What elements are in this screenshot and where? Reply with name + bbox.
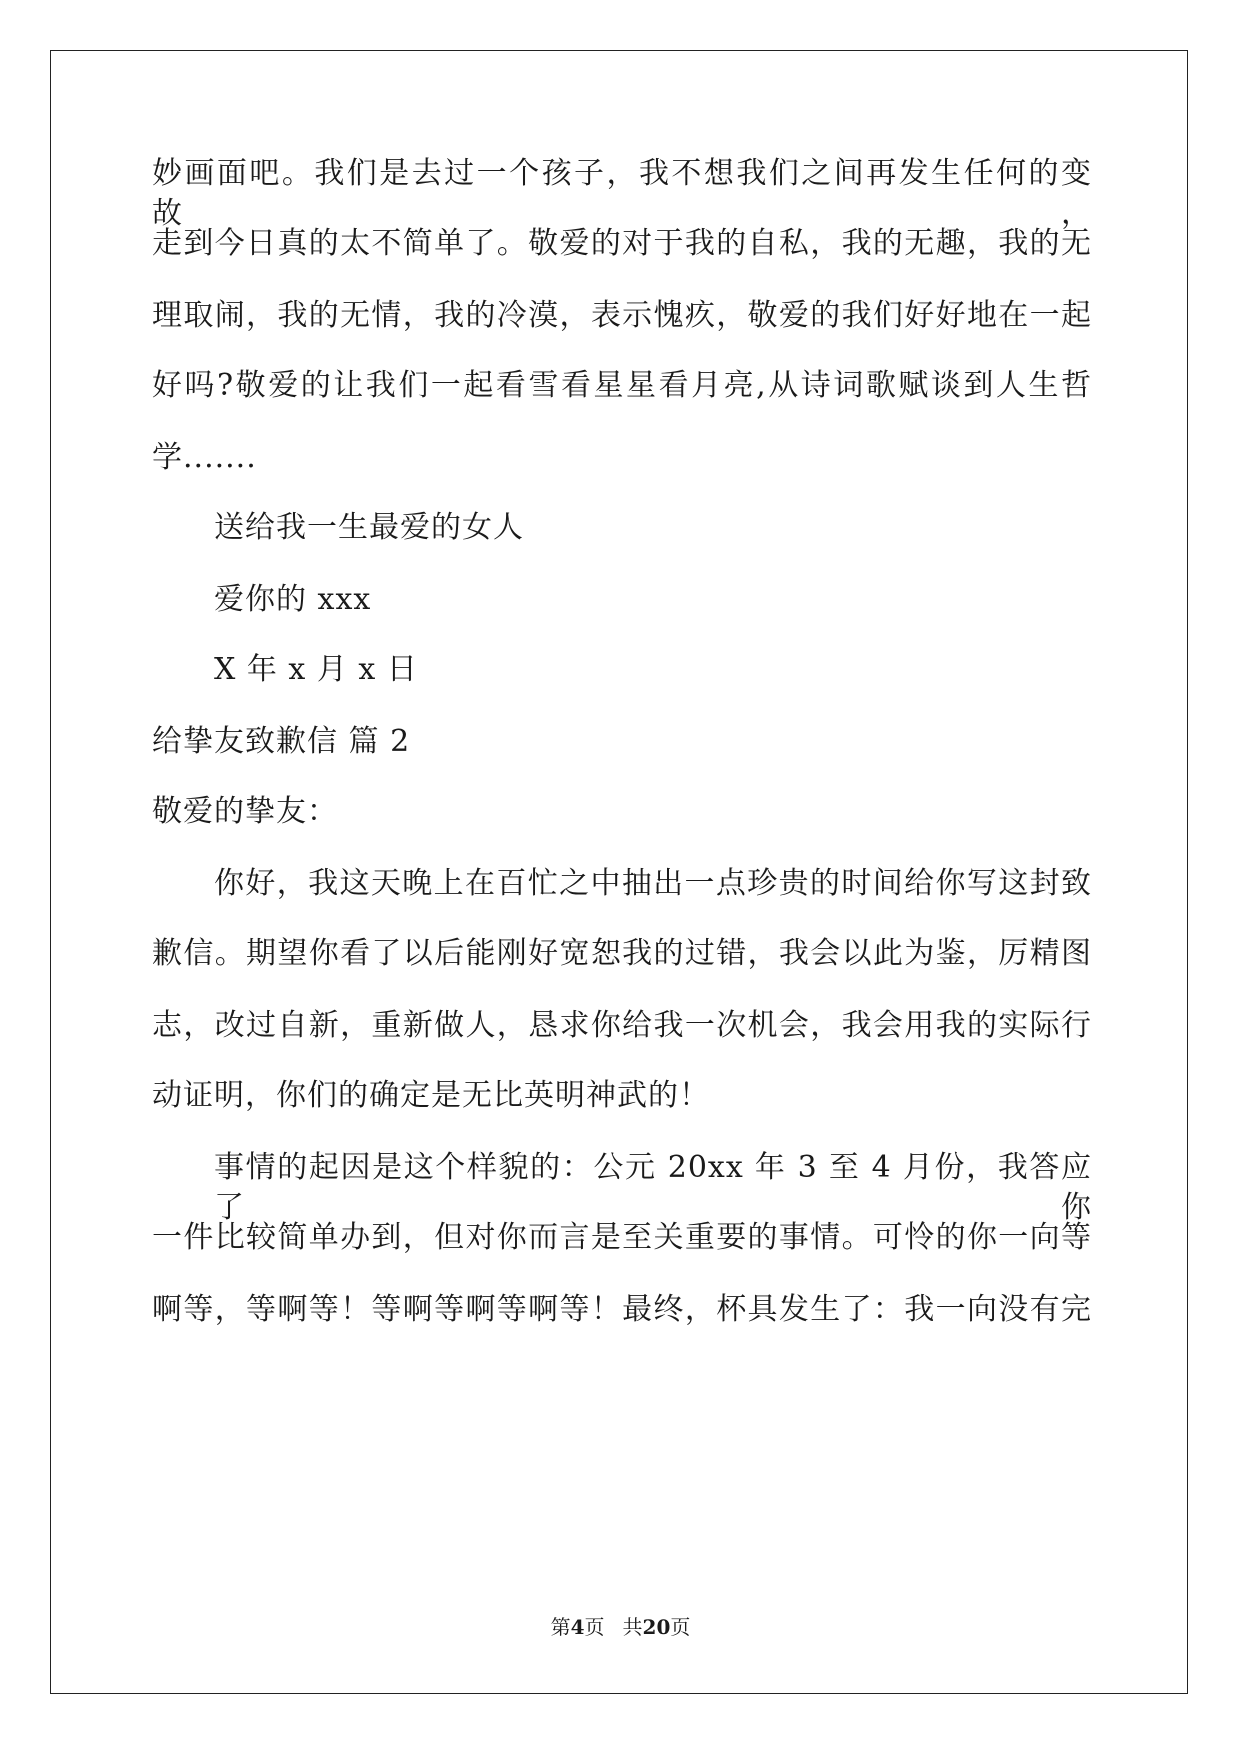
body-line: 事情的起因是这个样貌的：公元 20xx 年 3 至 4 月份，我答应了你 <box>214 1150 1092 1225</box>
body-line: 动证明，你们的确定是无比英明神武的！ <box>152 1078 710 1113</box>
body-line: 好吗?敬爱的让我们一起看雪看星星看月亮,从诗词歌赋谈到人生哲 <box>152 368 1092 403</box>
section-heading: 给挚友致歉信 篇 2 <box>152 724 411 759</box>
body-line: 志，改过自新，重新做人，恳求你给我一次机会，我会用我的实际行 <box>152 1008 1092 1043</box>
body-line: 歉信。期望你看了以后能刚好宽恕我的过错，我会以此为鉴，厉精图 <box>152 936 1092 971</box>
page-footer <box>0 1614 1241 1640</box>
footer-mid: 页 <box>584 1615 605 1639</box>
body-line: 理取闹，我的无情，我的冷漠，表示愧疚，敬爱的我们好好地在一起 <box>152 298 1092 333</box>
body-line: 妙画面吧。我们是去过一个孩子，我不想我们之间再发生任何的变故， <box>152 156 1092 231</box>
footer-total-pages: 20 <box>642 1615 671 1639</box>
body-line: 走到今日真的太不简单了。敬爱的对于我的自私，我的无趣，我的无 <box>152 226 1092 261</box>
body-line: 一件比较简单办到，但对你而言是至关重要的事情。可怜的你一向等 <box>152 1220 1092 1255</box>
footer-prefix: 第 <box>550 1615 571 1639</box>
salutation: 敬爱的挚友： <box>152 794 338 829</box>
footer-total-prefix: 共 <box>622 1615 643 1639</box>
closing-dedication: 送给我一生最爱的女人 <box>214 510 524 545</box>
body-line: 你好，我这天晚上在百忙之中抽出一点珍贵的时间给你写这封致 <box>214 866 1092 901</box>
body-line: 学....... <box>152 440 257 475</box>
footer-suffix: 页 <box>670 1615 691 1639</box>
footer-page-number: 4 <box>570 1615 585 1639</box>
closing-date: X 年 x 月 x 日 <box>214 652 418 687</box>
closing-signature: 爱你的 xxx <box>214 582 372 617</box>
body-line: 啊等，等啊等！等啊等啊等啊等！最终，杯具发生了：我一向没有完 <box>152 1292 1092 1327</box>
